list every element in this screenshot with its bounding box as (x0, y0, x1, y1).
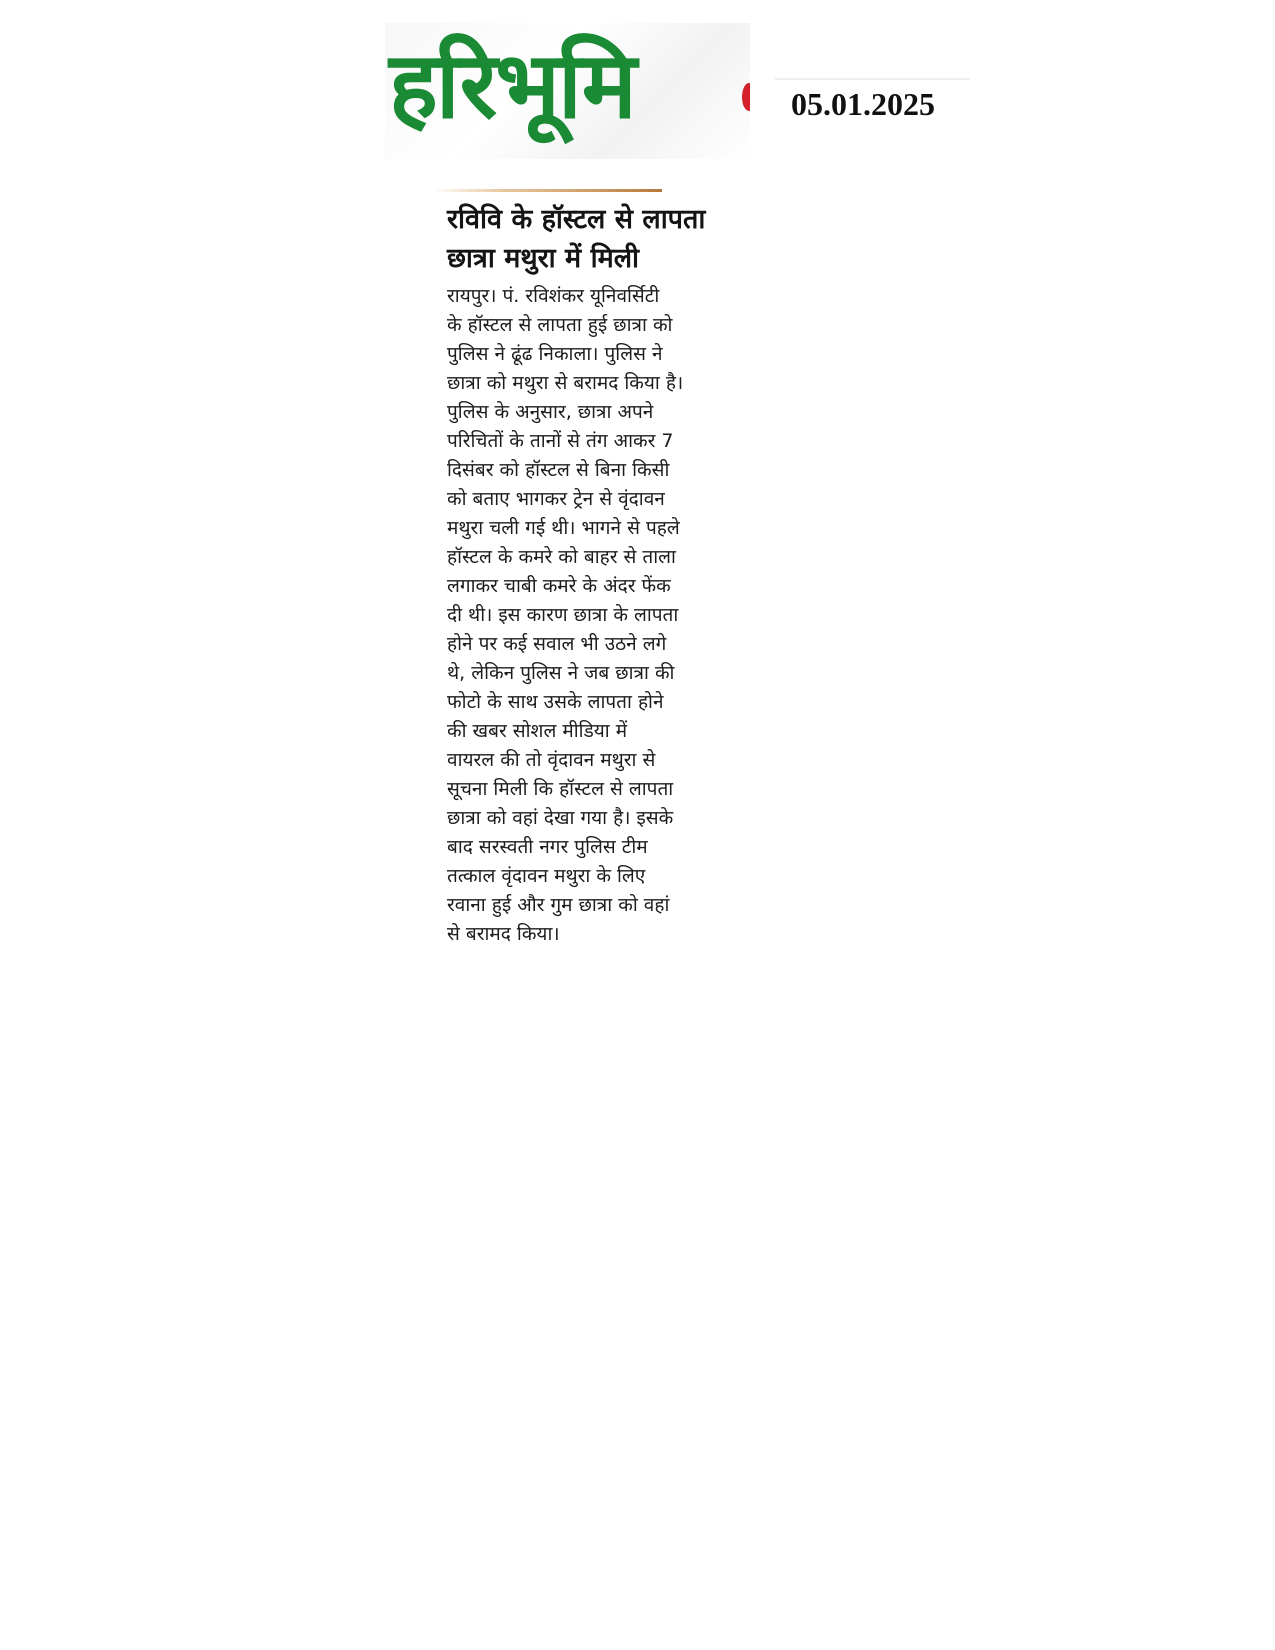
article-line: दिसंबर को हॉस्टल से बिना किसी (447, 459, 670, 481)
article-line: पुलिस ने ढूंढ निकाला। पुलिस ने (447, 343, 663, 365)
article-line: छात्रा को मथुरा से बरामद किया है। (447, 372, 684, 394)
article-line: तत्काल वृंदावन मथुरा के लिए (447, 865, 646, 887)
article-line: की खबर सोशल मीडिया में (447, 720, 628, 742)
article-line: सूचना मिली कि हॉस्टल से लापता (447, 778, 674, 800)
article-line: हॉस्टल के कमरे को बाहर से ताला (447, 546, 676, 568)
article-line: को बताए भागकर ट्रेन से वृंदावन (447, 488, 665, 510)
logo-accent-mark (742, 83, 750, 111)
article-line: पुलिस के अनुसार, छात्रा अपने (447, 401, 654, 423)
article-line: होने पर कई सवाल भी उठने लगे (447, 633, 667, 655)
article-line: रवाना हुई और गुम छात्रा को वहां (447, 894, 670, 916)
article-divider (432, 189, 662, 192)
headline-line: रविवि के हॉस्टल से लापता (447, 204, 706, 235)
newspaper-logo: हरिभूमि (389, 32, 635, 139)
article-line: से बरामद किया। (447, 923, 560, 945)
edition-date-box (775, 78, 970, 124)
article-headline (447, 200, 717, 278)
article-line: थे, लेकिन पुलिस ने जब छात्रा की (447, 662, 675, 684)
edition-date: 05.01.2025 (791, 86, 935, 122)
article-line: दी थी। इस कारण छात्रा के लापता (447, 604, 679, 626)
headline-line: छात्रा मथुरा में मिली (447, 243, 640, 274)
article-line: लगाकर चाबी कमरे के अंदर फेंक (447, 575, 671, 597)
article-line: बाद सरस्वती नगर पुलिस टीम (447, 836, 648, 858)
article-body (447, 282, 717, 949)
article-line: फोटो के साथ उसके लापता होने (447, 691, 664, 713)
article-line: के हॉस्टल से लापता हुई छात्रा को (447, 314, 673, 336)
article-line: मथुरा चली गई थी। भागने से पहले (447, 517, 680, 539)
article-line: छात्रा को वहां देखा गया है। इसके (447, 807, 674, 829)
article-line: रायपुर। पं. रविशंकर यूनिवर्सिटी (447, 285, 660, 307)
article-line: वायरल की तो वृंदावन मथुरा से (447, 749, 656, 771)
article-line: परिचितों के तानों से तंग आकर 7 (447, 430, 674, 452)
newspaper-masthead (385, 23, 750, 159)
